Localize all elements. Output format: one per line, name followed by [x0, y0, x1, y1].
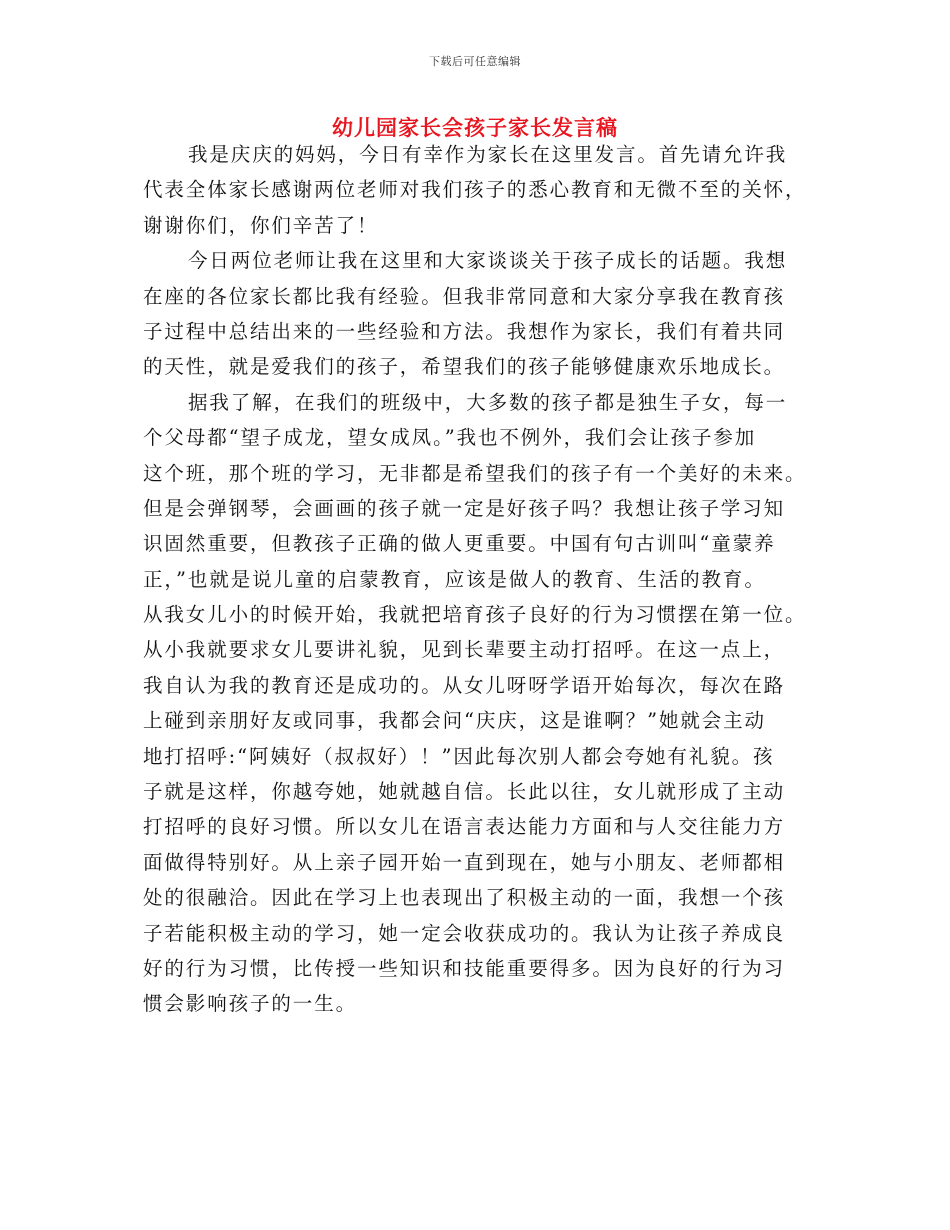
- paragraph-line: 子若能积极主动的学习，她一定会收获成功的。我认为让孩子养成良: [143, 921, 786, 945]
- paragraph-line: 惯会影响孩子的一生。: [143, 992, 358, 1016]
- paragraph-line: 地打招呼:“阿姨好（叔叔好）！”因此每次别人都会夸她有礼貌。孩: [143, 744, 775, 768]
- paragraph-line: 上碰到亲朋好友或同事，我都会问“庆庆，这是谁啊？”她就会主动: [143, 709, 766, 733]
- paragraph-line: 好的行为习惯，比传授一些知识和技能重要得多。因为良好的行为习: [143, 956, 786, 980]
- paragraph-line: 从小我就要求女儿要讲礼貌，见到长辈要主动打招呼。在这一点上，: [143, 638, 786, 662]
- paragraph-line: 从我女儿小的时候开始，我就把培育孩子良好的行为习惯摆在第一位。: [143, 603, 807, 627]
- paragraph-line: 打招呼的良好习惯。所以女儿在语言表达能力方面和与人交往能力方: [143, 815, 786, 839]
- paragraph-line: 正，”也就是说儿童的启蒙教育，应该是做人的教育、生活的教育。: [143, 567, 766, 591]
- paragraph-line: 子就是这样，你越夸她，她就越自信。长此以往，女儿就形成了主动: [143, 780, 786, 804]
- paragraph-line: 子过程中总结出来的一些经验和方法。我想作为家长，我们有着共同: [143, 319, 786, 343]
- paragraph-line: 这个班，那个班的学习，无非都是希望我们的孩子有一个美好的未来。: [143, 461, 807, 485]
- paragraph-line: 谢谢你们，你们辛苦了！: [143, 213, 379, 237]
- document-body: [143, 137, 807, 1022]
- paragraph-line: 我是庆庆的妈妈，今日有幸作为家长在这里发言。首先请允许我: [188, 143, 788, 166]
- paragraph-line: 识固然重要，但教孩子正确的做人更重要。中国有句古训叫“童蒙养: [143, 532, 776, 556]
- paragraph-line: 处的很融洽。因此在学习上也表现出了积极主动的一面，我想一个孩: [143, 886, 786, 910]
- paragraph-line: 今日两位老师让我在这里和大家谈谈关于孩子成长的话题。我想: [188, 249, 788, 273]
- paragraph-line: 代表全体家长感谢两位老师对我们孩子的悉心教育和无微不至的关怀，: [143, 178, 807, 202]
- paragraph-line: 我自认为我的教育还是成功的。从女儿呀呀学语开始每次，每次在路: [143, 673, 786, 697]
- paragraph-line: 但是会弹钢琴，会画画的孩子就一定是好孩子吗？我想让孩子学习知: [143, 496, 786, 520]
- paragraph-line: 据我了解，在我们的班级中，大多数的孩子都是独生子女，每一: [188, 390, 788, 414]
- page-header: 下载后可任意编辑: [429, 55, 521, 68]
- paragraph-line: 面做得特别好。从上亲子园开始一直到现在，她与小朋友、老师都相: [143, 850, 786, 874]
- document-title: 幼儿园家长会孩子家长发言稿: [332, 115, 618, 140]
- paragraph-line: 在座的各位家长都比我有经验。但我非常同意和大家分享我在教育孩: [143, 284, 786, 308]
- paragraph-line: 个父母都“望子成龙，望女成凤。”我也不例外，我们会让孩子参加: [143, 426, 757, 450]
- paragraph-line: 的天性，就是爱我们的孩子，希望我们的孩子能够健康欢乐地成长。: [143, 355, 786, 379]
